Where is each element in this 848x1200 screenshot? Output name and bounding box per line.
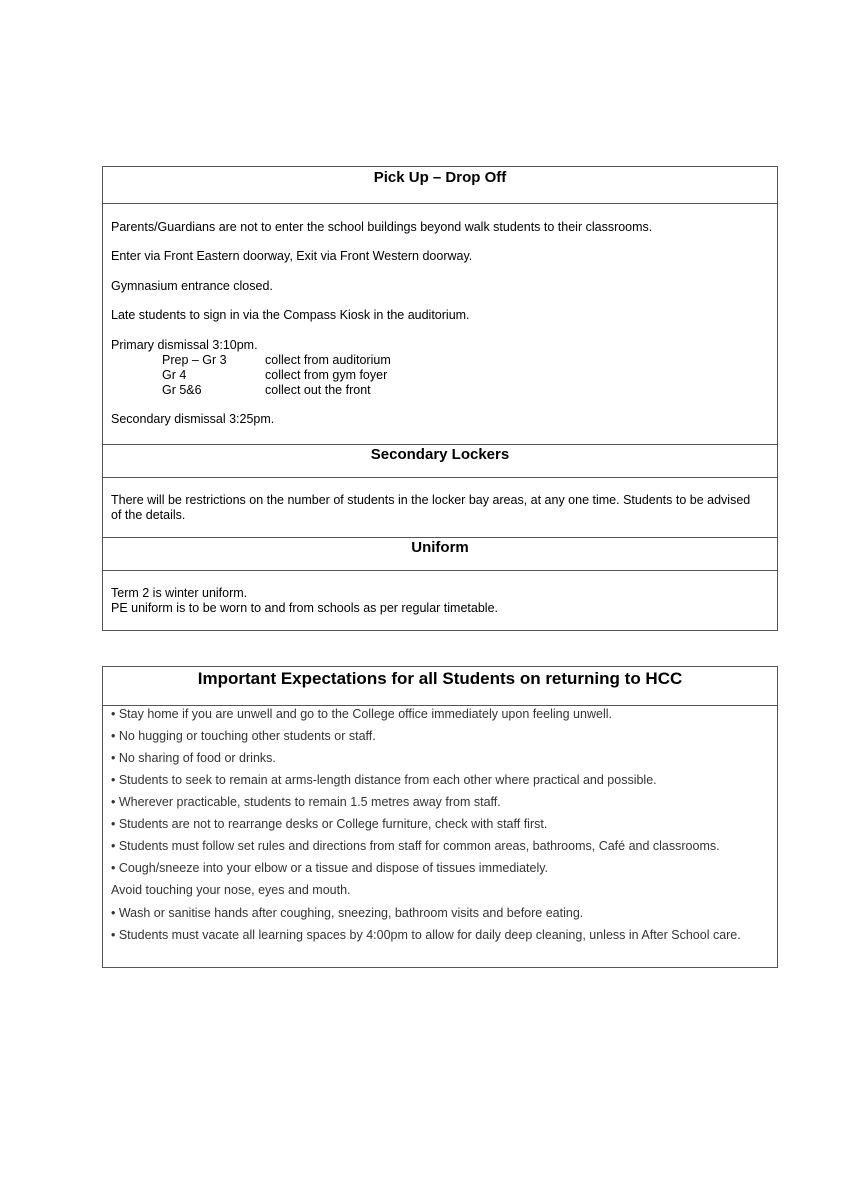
- collect-location: collect out the front: [265, 383, 371, 397]
- list-item: • Wash or sanitise hands after coughing, sneezing, bathroom visits and before eating.: [111, 906, 584, 920]
- list-item: • Students must vacate all learning spaces by 4:00pm to allow for daily deep cleaning, unless in After School care.: [111, 928, 741, 942]
- divider: [103, 570, 777, 571]
- divider: [103, 477, 777, 478]
- primary-dismissal: Primary dismissal 3:10pm.: [111, 338, 258, 352]
- divider: [103, 203, 777, 204]
- expectations-heading: Important Expectations for all Students on returning to HCC: [197, 669, 683, 688]
- secondary-dismissal: Secondary dismissal 3:25pm.: [111, 412, 275, 426]
- list-item: • Students are not to rearrange desks or College furniture, check with staff first.: [111, 817, 548, 831]
- list-item: Avoid touching your nose, eyes and mouth.: [111, 883, 351, 897]
- lockers-text: of the details.: [111, 508, 186, 522]
- info-table: [102, 166, 778, 631]
- collect-location: collect from gym foyer: [265, 368, 388, 382]
- pickup-paragraph: Enter via Front Eastern doorway, Exit via Front Western doorway.: [111, 249, 473, 263]
- grade-label: Gr 5&6: [162, 383, 202, 397]
- list-item: • Students must follow set rules and directions from staff for common areas, bathrooms, Café and classrooms.: [111, 839, 720, 853]
- pickup-paragraph: Late students to sign in via the Compass Kiosk in the auditorium.: [111, 308, 470, 322]
- list-item: • Cough/sneeze into your elbow or a tissue and dispose of tissues immediately.: [111, 861, 549, 875]
- list-item: • Students to seek to remain at arms-length distance from each other where practical and possible.: [111, 773, 657, 787]
- collect-location: collect from auditorium: [265, 353, 391, 367]
- list-item: • Stay home if you are unwell and go to the College office immediately upon feeling unwell.: [111, 707, 612, 721]
- pickup-paragraph: Gymnasium entrance closed.: [111, 279, 273, 293]
- grade-label: Gr 4: [162, 368, 187, 382]
- lockers-heading: Secondary Lockers: [370, 446, 510, 463]
- divider: [103, 444, 777, 445]
- divider: [103, 537, 777, 538]
- list-item: • No sharing of food or drinks.: [111, 751, 276, 765]
- uniform-text: Term 2 is winter uniform.: [111, 586, 248, 600]
- pickup-paragraph: Parents/Guardians are not to enter the school buildings beyond walk students to their classrooms.: [111, 220, 653, 234]
- list-item: • Wherever practicable, students to remain 1.5 metres away from staff.: [111, 795, 501, 809]
- uniform-text: PE uniform is to be worn to and from schools as per regular timetable.: [111, 601, 498, 615]
- uniform-heading: Uniform: [411, 539, 469, 556]
- expectations-box: [102, 666, 778, 968]
- list-item: • No hugging or touching other students or staff.: [111, 729, 376, 743]
- grade-label: Prep – Gr 3: [162, 353, 227, 367]
- pickup-heading: Pick Up – Drop Off: [373, 169, 507, 186]
- lockers-text: There will be restrictions on the number of students in the locker bay areas, at any one time. Students to be advised: [111, 493, 751, 507]
- divider: [103, 705, 777, 706]
